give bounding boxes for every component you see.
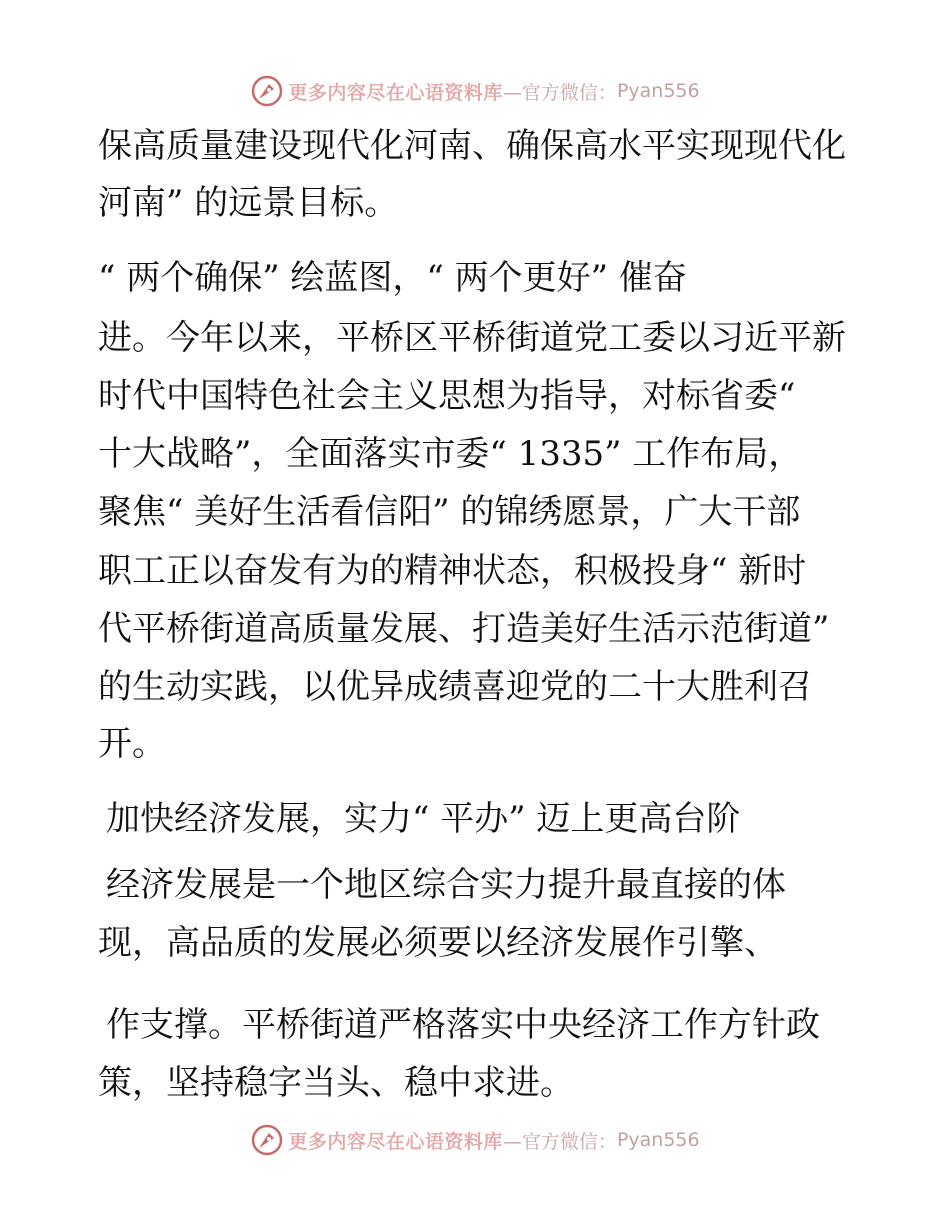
text-line: 策，坚持稳字当头、稳中求进。 (98, 1063, 574, 1103)
section-heading: 加快经济发展，实力“ 平办” 迈上更高台阶 (106, 799, 741, 839)
watermark-account: Pyan556 (616, 1129, 700, 1151)
text-line: “ 两个确保” 绘蓝图，“ 两个更好” 催奋 (98, 258, 687, 298)
watermark-text: 更多内容尽在心语资料库 (288, 81, 503, 104)
watermark-account: Pyan556 (616, 80, 700, 102)
footer-watermark (0, 1120, 950, 1160)
watermark-separator: —官方微信： (502, 81, 617, 104)
header-watermark (0, 71, 950, 111)
pen-nib-circle-icon (250, 74, 284, 108)
text-line: 时代中国特色社会主义思想为指导，对标省委“ (98, 376, 796, 416)
pen-nib-circle-icon (250, 1123, 284, 1157)
text-line: 聚焦“ 美好生活看信阳” 的锦绣愿景，广大干部 (98, 492, 801, 532)
watermark-separator: —官方微信： (502, 1130, 617, 1153)
text-line: 经济发展是一个地区综合实力提升最直接的体 (106, 865, 786, 905)
text-line: 的生动实践，以优异成绩喜迎党的二十大胜利召 (98, 667, 812, 707)
text-line: 作支撑。平桥街道严格落实中央经济工作方针政 (106, 1005, 820, 1045)
text-line: 河南” 的远景目标。 (98, 183, 399, 223)
text-line: 职工正以奋发有为的精神状态，积极投身“ 新时 (98, 551, 807, 591)
text-line: 保高质量建设现代化河南、确保高水平实现现代化 (98, 126, 846, 166)
text-line: 现，高品质的发展必须要以经济发展作引擎、 (98, 923, 778, 963)
text-line: 进。今年以来，平桥区平桥街道党工委以习近平新 (98, 318, 846, 358)
watermark-text: 更多内容尽在心语资料库 (288, 1130, 503, 1153)
text-line: 十大战略”，全面落实市委“ 1335” 工作布局， (98, 434, 803, 474)
text-line: 代平桥街道高质量发展、打造美好生活示范街道” (98, 609, 830, 649)
text-line: 开。 (98, 724, 166, 764)
